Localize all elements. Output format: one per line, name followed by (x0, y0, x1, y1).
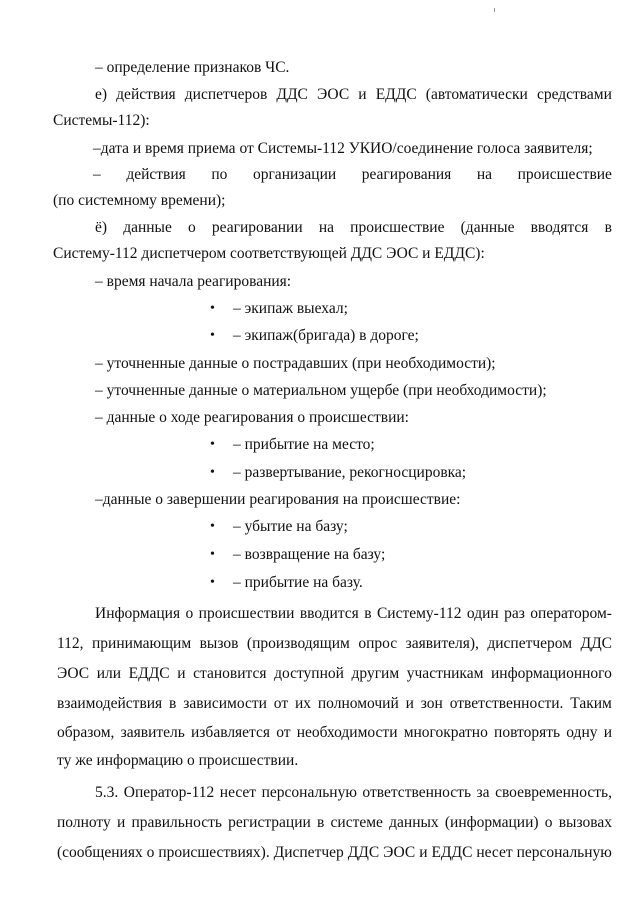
text-line: (сообщениях о происшествиях). Диспетчер ДДС ЭОС и ЕДДС несет персональную (57, 844, 612, 861)
bullet-icon: • (210, 547, 215, 562)
text-line: взаимодействия в зависимости от их полномочий и зон ответственности. Таким (57, 695, 612, 712)
text-line: 5.3. Оператор-112 несет персональную ответственность за своевременность, (95, 784, 612, 801)
text-line: (по системному времени); (53, 192, 226, 209)
text-line: полноту и правильность регистрации в системе данных (информации) о вызовах (57, 814, 612, 831)
text-line: Системы-112): (53, 112, 150, 129)
text-line: – время начала реагирования: (95, 273, 292, 290)
text-line: –данные о завершении реагирования на происшествие: (95, 491, 461, 508)
bullet-icon: • (210, 519, 215, 534)
text-line: – уточненные данные о пострадавших (при необходимости); (95, 355, 496, 372)
text-line: Систему-112 диспетчером соответствующей ДДС ЭОС и ЕДДС): (53, 245, 485, 262)
bullet-icon: • (210, 575, 215, 590)
text-line: образом, заявитель избавляется от необходимости многократно повторять одну и (57, 724, 612, 741)
bullet-item: – прибытие на базу. (233, 574, 363, 591)
text-line: 112, принимающим вызов (производящим опрос заявителя), диспетчером ДДС (57, 635, 612, 652)
text-line: – определение признаков ЧС. (95, 59, 290, 76)
bullet-item: – экипаж(бригада) в дороге; (233, 327, 419, 344)
text-line: – действия по организации реагирования на происшествие (93, 166, 612, 183)
text-line: ЭОС или ЕДДС и становится доступной другим участникам информационного (57, 665, 612, 682)
bullet-icon: • (210, 328, 215, 343)
bullet-item: – экипаж выехал; (233, 300, 348, 317)
text-line: Информация о происшествии вводится в Систему-112 один раз оператором- (95, 605, 612, 622)
bullet-icon: • (210, 437, 215, 452)
bullet-item: – убытие на базу; (233, 518, 348, 535)
bullet-item: – прибытие на место; (233, 436, 375, 453)
text-line: ту же информацию о происшествии. (57, 752, 299, 769)
text-line: – уточненные данные о материальном ущербе (при необходимости); (95, 382, 547, 399)
text-line: е) действия диспетчеров ДДС ЭОС и ЕДДС (автоматически средствами (95, 86, 612, 103)
text-line: –дата и время приема от Системы-112 УКИО/соединение голоса заявителя; (93, 140, 593, 157)
text-line: – данные о ходе реагирования о происшествии: (95, 409, 409, 426)
bullet-icon: • (210, 465, 215, 480)
scan-mark (494, 8, 495, 12)
bullet-item: – возвращение на базу; (233, 546, 386, 563)
bullet-item: – развертывание, рекогносцировка; (233, 464, 467, 481)
text-line: ё) данные о реагировании на происшествие (данные вводятся в (95, 219, 612, 236)
bullet-icon: • (210, 301, 215, 316)
